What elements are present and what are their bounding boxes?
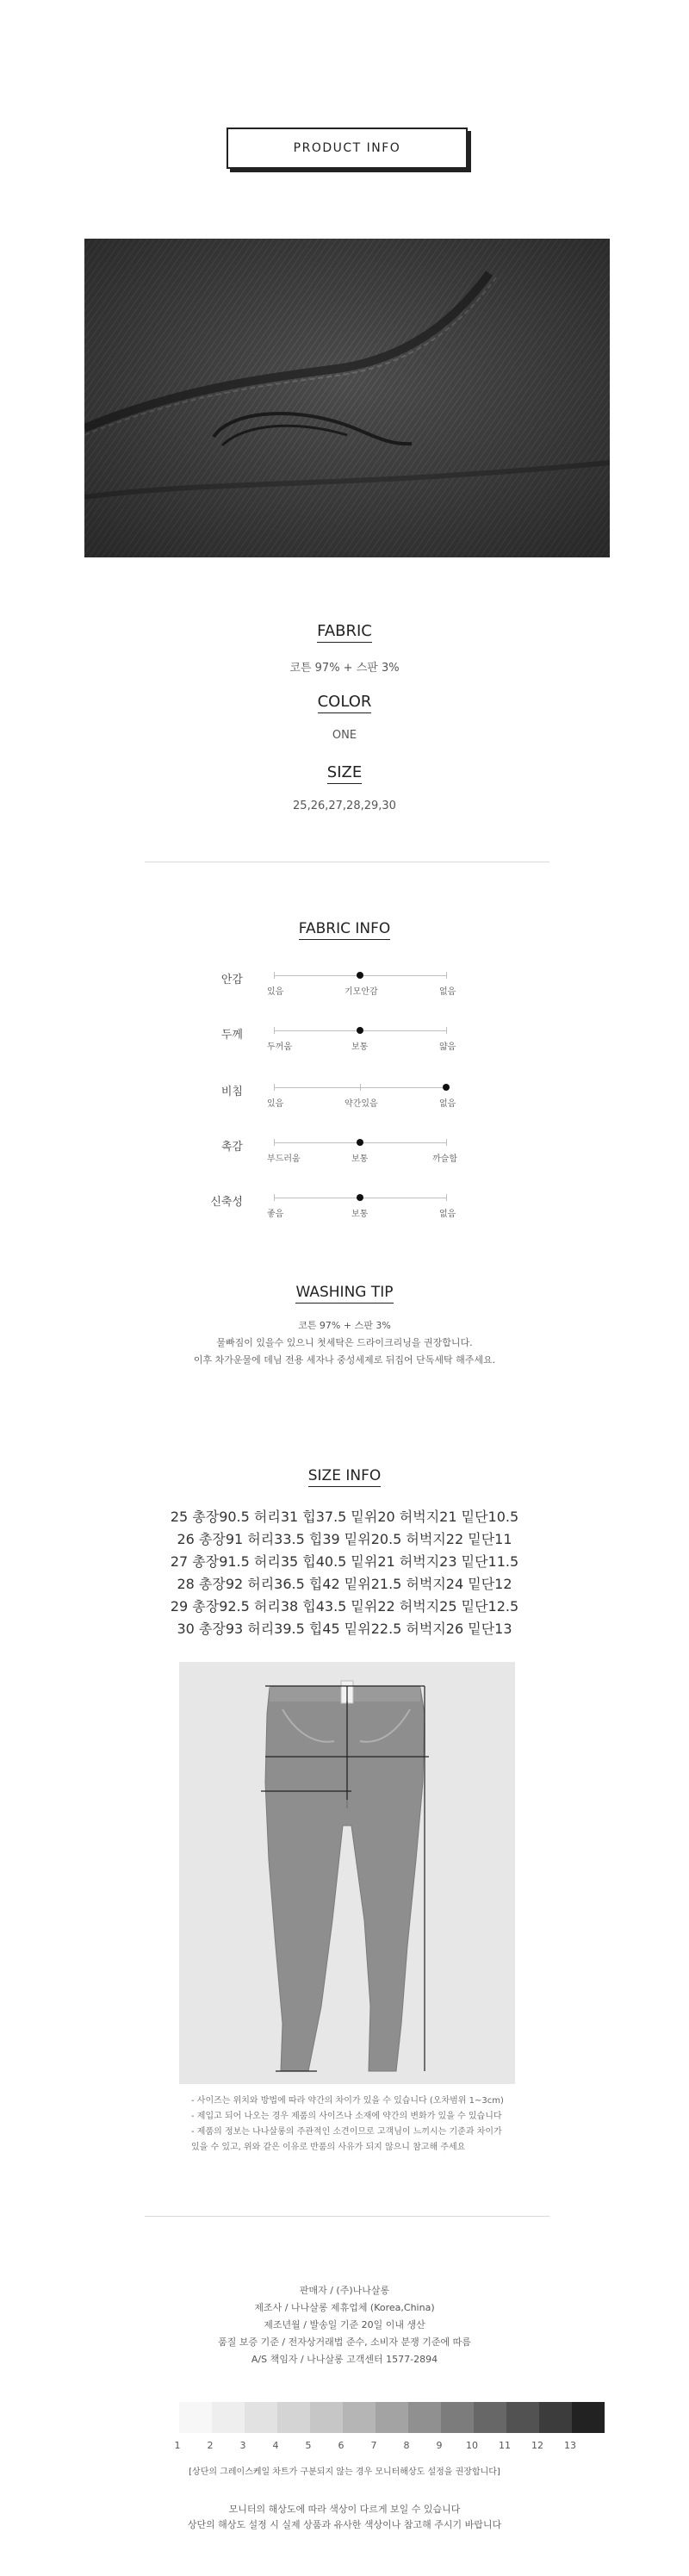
fabric-info-heading: FABRIC INFO bbox=[0, 920, 689, 937]
scale-option: 없음 bbox=[439, 1210, 456, 1219]
grayscale-number: 10 bbox=[466, 2440, 478, 2451]
scale-option: 부드러움 bbox=[267, 1154, 301, 1164]
size-row: 30 총장93 허리39.5 힙45 밑위22.5 허벅지26 밑단13 bbox=[177, 1621, 512, 1637]
color-value: ONE bbox=[332, 729, 357, 742]
scale-label: 두께 bbox=[220, 1029, 243, 1042]
scale-tick bbox=[446, 1194, 447, 1201]
size-row: 27 총장91.5 허리35 힙40.5 밑위21 허벅지23 밑단11.5 bbox=[170, 1553, 519, 1570]
scale-marker bbox=[357, 1194, 363, 1201]
washing-line: 코튼 97% + 스판 3% bbox=[298, 1320, 391, 1331]
scale-label: 안감 bbox=[220, 974, 243, 986]
size-note: 있을 수 있고, 위와 같은 이유로 반품의 사유가 되지 않으니 참고해 주세요 bbox=[191, 2143, 466, 2152]
size-info-heading: SIZE INFO bbox=[0, 1467, 689, 1484]
grayscale-number: 6 bbox=[338, 2440, 344, 2451]
seller-line: 판매자 / (주)나나살롱 bbox=[299, 2285, 390, 2296]
size-heading: SIZE bbox=[0, 763, 689, 781]
grayscale-swatch bbox=[376, 2402, 408, 2433]
fabric-value: 코튼 97% + 스판 3% bbox=[289, 662, 400, 675]
scale-tick bbox=[446, 972, 447, 979]
seller-line: 제조년월 / 발송일 기준 20일 이내 생산 bbox=[264, 2319, 425, 2330]
seller-line: A/S 책임자 / 나나살롱 고객센터 1577-2894 bbox=[251, 2354, 438, 2365]
grayscale-swatch bbox=[310, 2402, 343, 2433]
size-row: 26 총장91 허리33.5 힙39 밑위20.5 허벅지22 밑단11 bbox=[177, 1531, 512, 1547]
scale-tick bbox=[274, 1084, 275, 1091]
color-heading: COLOR bbox=[0, 693, 689, 711]
size-value: 25,26,27,28,29,30 bbox=[293, 800, 396, 812]
footer-line: 상단의 해상도 설정 시 실제 상품과 유사한 색상이나 참고해 주시기 바랍니다 bbox=[187, 2519, 502, 2530]
size-note: - 제입고 되어 나오는 경우 제품의 사이즈나 소재에 약간의 변화가 있을 수 있습니다 bbox=[191, 2112, 502, 2121]
size-row: 29 총장92.5 허리38 힙43.5 밑위22 허벅지25 밑단12.5 bbox=[170, 1598, 519, 1615]
seller-line: 품질 보증 기준 / 전자상거래법 준수, 소비자 분쟁 기준에 따름 bbox=[218, 2336, 471, 2348]
grayscale-number: 3 bbox=[239, 2440, 246, 2451]
grayscale-swatch bbox=[343, 2402, 376, 2433]
grayscale-swatch bbox=[245, 2402, 277, 2433]
grayscale-number: 2 bbox=[207, 2440, 214, 2451]
grayscale-swatch bbox=[408, 2402, 441, 2433]
size-note: - 제품의 정보는 나나살롱의 주관적인 소견이므로 고객님이 느끼시는 기준과 차이가 bbox=[191, 2127, 502, 2137]
scale-tick bbox=[274, 1139, 275, 1146]
scale-marker bbox=[357, 972, 363, 979]
grayscale-swatch bbox=[474, 2402, 506, 2433]
scale-option: 기모안감 bbox=[344, 987, 378, 997]
scale-label: 신축성 bbox=[210, 1196, 243, 1209]
grayscale-number: 12 bbox=[531, 2440, 543, 2451]
scale-marker bbox=[443, 1084, 450, 1091]
scale-tick bbox=[360, 1084, 361, 1091]
scale-option: 좋음 bbox=[267, 1210, 284, 1219]
washing-line: 이후 차가운물에 데님 전용 세자나 중성세제로 뒤집어 단독세탁 해주세요. bbox=[193, 1354, 496, 1366]
scale-tick bbox=[446, 1027, 447, 1034]
scale-option: 없음 bbox=[439, 987, 456, 997]
grayscale-swatch bbox=[539, 2402, 572, 2433]
scale-tick bbox=[274, 1194, 275, 1201]
scale-option: 얇음 bbox=[439, 1042, 456, 1052]
scale-option: 두꺼움 bbox=[267, 1042, 292, 1052]
scale-option: 보통 bbox=[351, 1042, 369, 1052]
scale-option: 보통 bbox=[351, 1154, 369, 1164]
size-row: 25 총장90.5 허리31 힙37.5 밑위20 허벅지21 밑단10.5 bbox=[170, 1509, 519, 1525]
scale-marker bbox=[357, 1027, 363, 1034]
scale-tick bbox=[274, 1027, 275, 1034]
fabric-heading: FABRIC bbox=[0, 622, 689, 640]
grayscale-number: 13 bbox=[564, 2440, 576, 2451]
size-notes bbox=[191, 2094, 518, 2156]
scale-option: 없음 bbox=[439, 1099, 456, 1109]
grayscale-swatch bbox=[179, 2402, 212, 2433]
grayscale-number: 8 bbox=[403, 2440, 410, 2451]
grayscale-number: 11 bbox=[499, 2440, 511, 2451]
scale-option: 약간있음 bbox=[344, 1099, 378, 1109]
scale-option: 있음 bbox=[267, 987, 284, 997]
washing-tip-heading: WASHING TIP bbox=[0, 1284, 689, 1301]
scale-marker bbox=[357, 1139, 363, 1146]
scale-label: 비침 bbox=[220, 1086, 243, 1098]
footer-line: 모니터의 해상도에 따라 색상이 다르게 보일 수 있습니다 bbox=[228, 2504, 461, 2515]
scale-tick bbox=[274, 972, 275, 979]
grayscale-number: 9 bbox=[436, 2440, 443, 2451]
scale-option: 까슬함 bbox=[432, 1154, 457, 1164]
grayscale-number: 4 bbox=[272, 2440, 279, 2451]
seller-line: 제조사 / 나나살롱 제휴업체 (Korea,China) bbox=[254, 2302, 435, 2313]
grayscale-swatch bbox=[277, 2402, 310, 2433]
grayscale-number: 1 bbox=[174, 2440, 181, 2451]
grayscale-number: 7 bbox=[370, 2440, 377, 2451]
jeans-measurement-photo bbox=[179, 1662, 515, 2084]
grayscale-swatch bbox=[212, 2402, 245, 2433]
product-info-title: PRODUCT INFO bbox=[293, 141, 401, 155]
washing-line: 물빠짐이 있을수 있으니 첫세탁은 드라이크리닝을 권장합니다. bbox=[216, 1337, 473, 1348]
product-info-header bbox=[227, 128, 468, 169]
scale-option: 있음 bbox=[267, 1099, 284, 1109]
scale-tick bbox=[446, 1139, 447, 1146]
grayscale-swatch bbox=[572, 2402, 605, 2433]
grayscale-caption: [상단의 그레이스케일 차트가 구분되지 않는 경우 모니터해상도 설정을 권장합니다] bbox=[189, 2467, 500, 2477]
section-divider bbox=[145, 2216, 549, 2217]
size-row: 28 총장92 허리36.5 힙42 밑위21.5 허벅지24 밑단12 bbox=[177, 1576, 512, 1592]
scale-label: 촉감 bbox=[220, 1141, 243, 1154]
size-note: - 사이즈는 위치와 방법에 따라 약간의 차이가 있을 수 있습니다 (오차범위 1~3cm) bbox=[191, 2096, 504, 2106]
grayscale-swatch bbox=[441, 2402, 474, 2433]
fabric-closeup-photo bbox=[84, 239, 610, 557]
scale-option: 보통 bbox=[351, 1210, 369, 1219]
grayscale-number: 5 bbox=[305, 2440, 312, 2451]
grayscale-swatch bbox=[506, 2402, 539, 2433]
